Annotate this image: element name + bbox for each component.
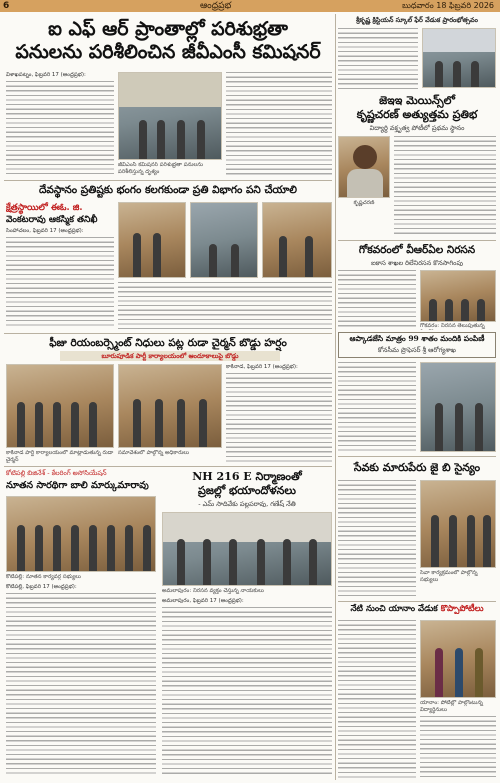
student-photo-caption: కృష్ణచరణ్ bbox=[353, 200, 375, 206]
lead-headline-line2: పనులను పరిశీలించిన జీవీఎంసీ కమిషనర్ bbox=[15, 41, 321, 63]
jee-deck: విద్యార్థి వక్తృత్వ పోటీలో ప్రథమ స్థానం bbox=[369, 124, 465, 132]
devasthanam-subheadline-line1: క్షేత్రస్థాయిలో ఈఓ. జి. bbox=[6, 203, 83, 213]
gokavaram-deck: ఐకాస శాఖల రిలేనిరసన కొనసాగింపు bbox=[371, 259, 463, 267]
girls-photo-caption: యానాం: పోటీల్లో పాల్గొంటున్న విద్యార్థినులు bbox=[420, 700, 483, 713]
fee-intro: కాకినాడ, ఫిబ్రవరి 17 (ఆంధ్రప్రభ): bbox=[226, 364, 298, 370]
seva-text bbox=[338, 480, 416, 598]
fee-headline: ఫీజు రియంబర్స్మెంట్ నిధులు పట్ల రుడా చైర్మన్ బొడ్డు హర్షం bbox=[49, 337, 287, 349]
devasthanam-intro: సింహాచలం, ఫిబ్రవరి 17 (ఆంధ్రప్రభ): bbox=[6, 228, 84, 234]
devasthanam-subheadline bbox=[6, 202, 114, 226]
lead-article-col1 bbox=[6, 72, 114, 176]
divider bbox=[4, 333, 332, 334]
nethi-headline-main: నేటి నుంచి యానాం వేడుక bbox=[350, 604, 441, 614]
student-photo bbox=[338, 136, 390, 198]
devasthanam-subheadline-line2: వెంకటరావు ఆకస్మిక తనిఖీ bbox=[6, 215, 98, 225]
nh216-headline-line2: ప్రజల్లో భయాందోళనలు bbox=[198, 484, 296, 497]
nh216-deck: - ఎమ్ సాదివేకు పల్లపరావు, గణేష్ నేతి bbox=[198, 500, 296, 508]
marketing-headline: ఆప్కాడజేసి మాత్రం 99 శాతం మందికి పంపిణీ bbox=[349, 334, 485, 343]
divider bbox=[338, 601, 496, 602]
fee-photo-2 bbox=[118, 364, 222, 448]
issue-date: బుధవారం 18 ఫిబ్రవరి 2026 bbox=[402, 1, 494, 10]
divider bbox=[4, 180, 332, 181]
lead-headline-line1: ఐ ఎఫ్ ఆర్ ప్రాంతాల్లో పరిశుభ్రతా bbox=[48, 18, 288, 40]
protest-photo-caption: గోకవరం: నిరసన తెలుపుతున్న bbox=[420, 323, 485, 329]
lead-photo bbox=[118, 72, 222, 160]
lead-article-col3 bbox=[226, 72, 332, 176]
nh216-text bbox=[162, 598, 332, 778]
kotipalli-photo bbox=[6, 496, 156, 572]
devasthanam-photo-2 bbox=[190, 202, 258, 278]
devasthanam-photo-3 bbox=[262, 202, 332, 278]
marketing-deck: కోనసీమ ప్రొఫెసర్ శ్రీ ఆరోగ్యశాఖ bbox=[378, 346, 456, 354]
lead-body-text bbox=[6, 81, 114, 175]
nh216-intro: అమలాపురం, ఫిబ్రవరి 17 (ఆంధ్రప్రభ): bbox=[162, 598, 244, 604]
kotipalli-text bbox=[6, 584, 156, 778]
nh216-photo-caption: అమలాపురం: నిరసన వ్యక్తం చేస్తున్న నాయకులు bbox=[162, 588, 264, 594]
nh216-headline bbox=[162, 470, 332, 498]
seva-photo-caption: సేవా కార్యక్రమంలో పాల్గొన్న సభ్యులు bbox=[420, 570, 478, 583]
gokavaram-headline: గోకవరంలో వీఆర్‌ఏల నిరసన bbox=[358, 244, 476, 256]
right-kicker-text bbox=[338, 28, 418, 90]
divider bbox=[4, 466, 332, 467]
kotipalli-headline: నూతన సారథిగా బాలి మార్కుమారావు bbox=[6, 480, 149, 491]
seva-headline: సేవకు మారుపేరు జై బి సైన్యం bbox=[353, 461, 481, 474]
fee-photo bbox=[6, 364, 114, 448]
fee-banner: బూరుపూడిక పార్టీ కార్యాలయంలో ఆందూకాలుపై బొడ్డు bbox=[60, 351, 280, 361]
divider bbox=[338, 456, 496, 457]
page-number: 6 bbox=[3, 1, 10, 11]
lead-headline bbox=[4, 18, 332, 64]
lead-photo-caption: జీవీఎంసీ కమిషనర్ పరిశుభ్రతా పనులను పరిశీలిస్తున్న దృశ్యం bbox=[118, 162, 204, 175]
school-photo bbox=[422, 28, 496, 88]
marketing-text bbox=[338, 362, 416, 452]
divider bbox=[338, 240, 496, 241]
marketing-photo bbox=[420, 362, 496, 452]
fee-photo-caption: కాకినాడ పార్టీ కార్యాలయంలో మాట్లాడుతున్న రుడా చైర్మన్ bbox=[6, 450, 114, 463]
nethi-headline bbox=[338, 604, 496, 615]
protest-photo bbox=[420, 270, 496, 322]
nethi-headline-accent: కొప్పాపోటీలు bbox=[440, 604, 484, 614]
jee-text bbox=[394, 136, 496, 236]
jee-headline-line2: కృష్ణచరణ్ అత్యుత్తమ ప్రతిభ bbox=[356, 108, 478, 121]
devasthanam-text bbox=[6, 228, 114, 330]
column-divider bbox=[335, 14, 336, 780]
devasthanam-lower-text bbox=[118, 282, 332, 330]
kotipalli-intro: కోటిపల్లి, ఫిబ్రవరి 17 (ఆంధ్రప్రభ): bbox=[6, 584, 77, 590]
seva-photo bbox=[420, 480, 496, 568]
nethi-text-2 bbox=[420, 716, 496, 778]
nethi-text bbox=[338, 620, 416, 778]
right-kicker: శ్రీకృష్ణ క్రిస్టియన్ స్కూల్ ఫేర్ వేడుక ప్రారంభోత్సవం bbox=[356, 16, 478, 24]
jee-headline-line1: జెఇఇ మెయిన్స్‌లో bbox=[379, 94, 455, 107]
devasthanam-headline: దేవస్థానం ప్రతిష్టకు భంగం కలగకుండా ప్రతి విభాగం పని చేయాలి bbox=[38, 184, 297, 196]
lead-intro: విశాఖపట్నం, ఫిబ్రవరి 17 (ఆంధ్రప్రభ): bbox=[6, 72, 86, 78]
devasthanam-photo-1 bbox=[118, 202, 186, 278]
girls-photo bbox=[420, 620, 496, 698]
fee-photo-2-caption: సమావేశంలో పాల్గొన్న అధికారులు bbox=[118, 450, 190, 456]
jee-headline bbox=[338, 94, 496, 122]
kotipalli-photo-caption: కోటిపల్లి: నూతన కార్యవర్గ సభ్యులు bbox=[6, 574, 81, 580]
kotipalli-kicker: కోటిపల్లి బిజినేశ్ - కేలరింగ్ అసోసియేషన్ bbox=[6, 469, 107, 477]
paper-name: ఆంధ్రప్రభ bbox=[200, 1, 232, 11]
nh216-headline-line1: NH 216 E నిర్మాణంతో bbox=[192, 470, 302, 483]
gokavaram-text bbox=[338, 270, 416, 328]
nh216-photo bbox=[162, 512, 332, 586]
fee-text bbox=[226, 364, 332, 464]
